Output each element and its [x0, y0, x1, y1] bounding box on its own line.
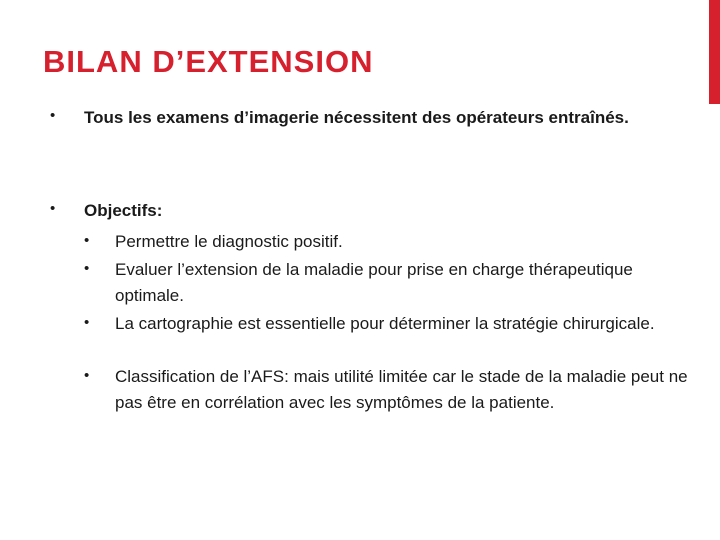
- sub-bullet-text: Evaluer l’extension de la maladie pour prise en charge thérapeutique optimale.: [115, 260, 633, 305]
- sub-bullet-text: La cartographie est essentielle pour déterminer la stratégie chirurgicale.: [115, 314, 655, 333]
- sub-bullet-text: Classification de l’AFS: mais utilité limitée car le stade de la maladie peut ne pas être en corrélation avec les symptômes de la patiente.: [115, 367, 688, 412]
- bullet-marker: •: [50, 200, 56, 217]
- slide-title: BILAN D’EXTENSION: [43, 44, 374, 79]
- sub-bullet-marker: •: [84, 260, 90, 277]
- sub-bullet-marker: •: [84, 314, 90, 331]
- bullet-text: Tous les examens d’imagerie nécessitent des opérateurs entraînés.: [84, 108, 629, 127]
- sub-bullet-marker: •: [84, 232, 90, 249]
- sub-bullet-marker: •: [84, 367, 90, 384]
- sub-bullet-text: Permettre le diagnostic positif.: [115, 232, 343, 251]
- bullet-text: Objectifs:: [84, 201, 163, 220]
- bullet-marker: •: [50, 107, 56, 124]
